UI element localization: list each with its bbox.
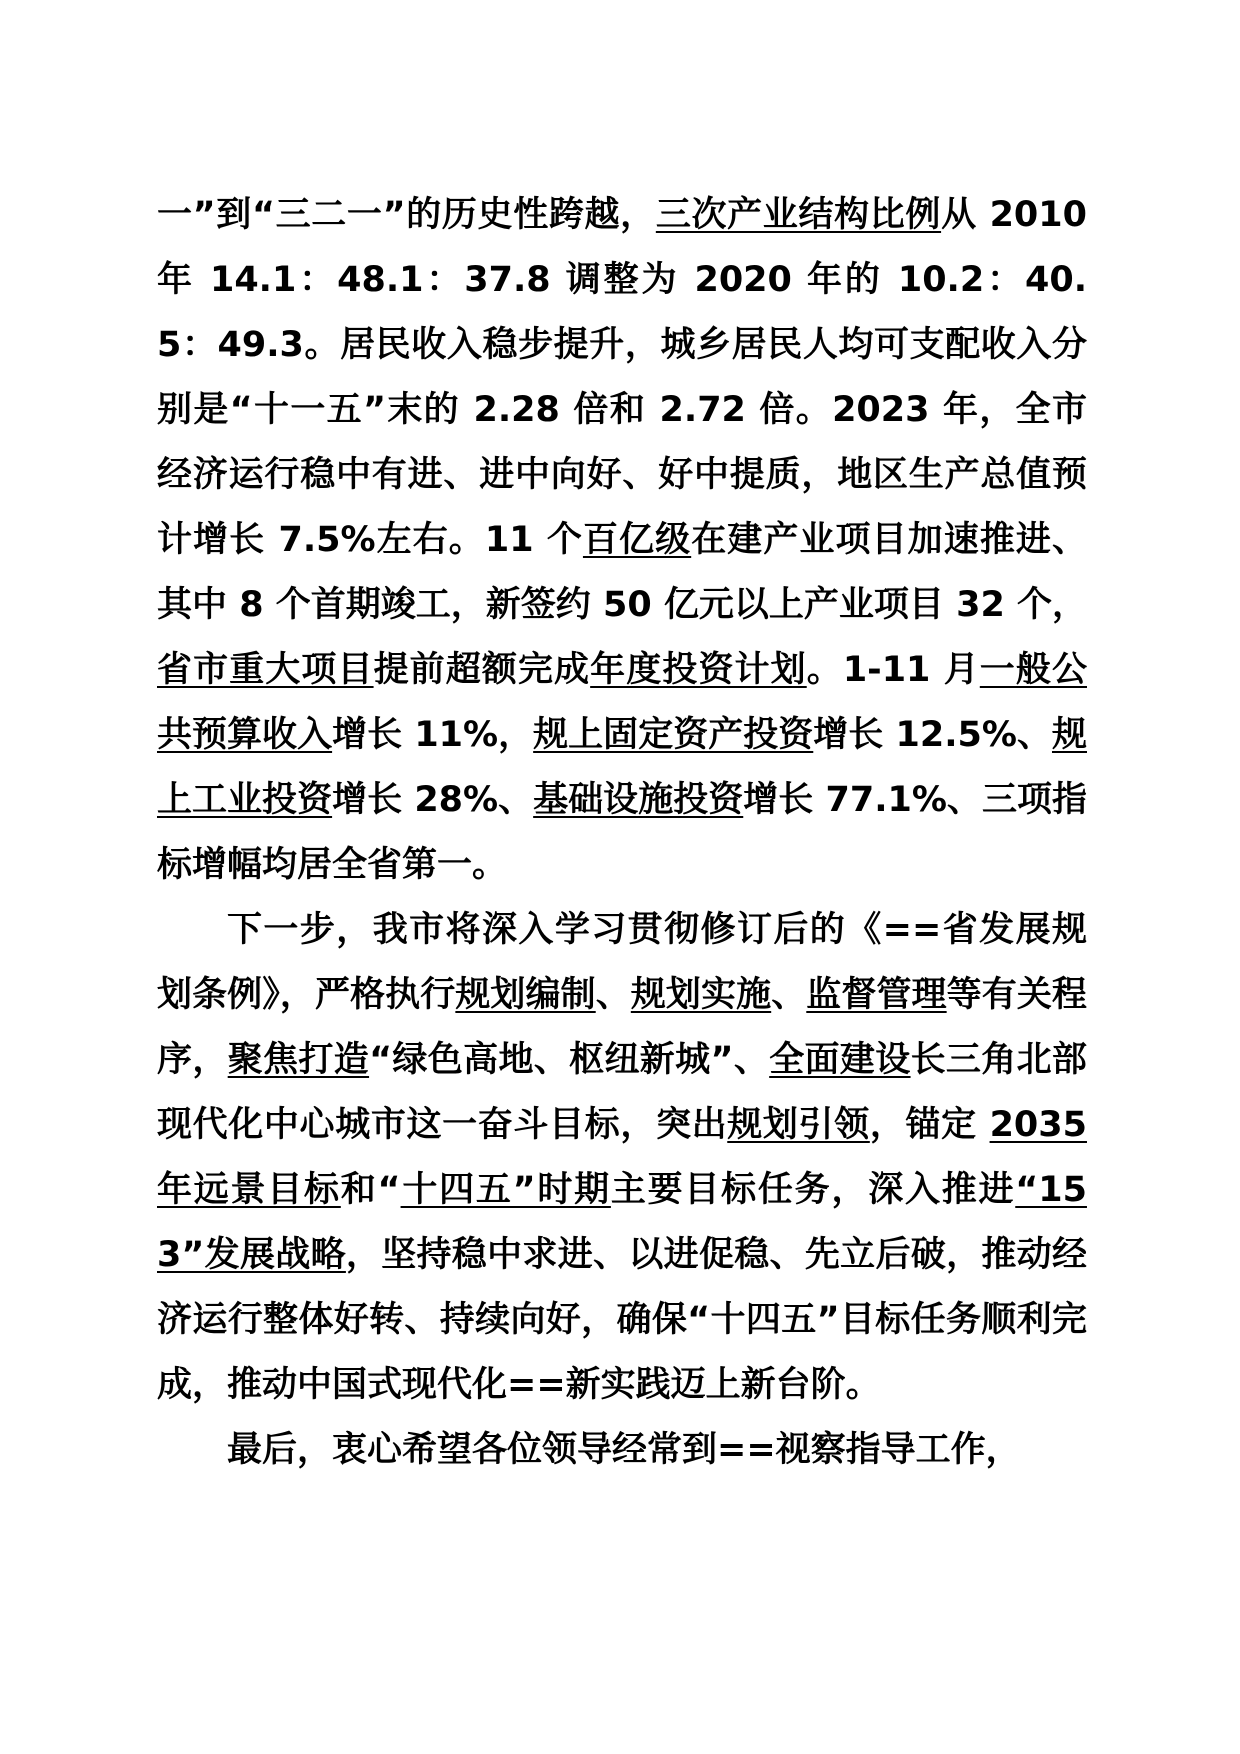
text-run: 最后，衷心希望各位领导经常到==视察指导工作，: [227, 1430, 1021, 1470]
body-paragraph: [157, 1418, 1087, 1483]
underlined-phrase: 百亿级: [582, 520, 692, 560]
text-run: 一”到“三二一”的历史性跨越，: [157, 195, 656, 235]
underlined-phrase: 十四五”时期: [400, 1170, 611, 1210]
underlined-phrase: 三次产业结构比例: [655, 195, 942, 235]
underlined-phrase: 聚焦打造: [227, 1040, 370, 1080]
underlined-phrase: 规划编制: [455, 975, 596, 1015]
text-run: “绿色高地、枢纽新城”、: [369, 1040, 770, 1080]
underlined-phrase: 规划引领: [727, 1105, 870, 1145]
body-paragraph: [157, 183, 1087, 898]
underlined-phrase: 规划实施: [630, 975, 772, 1015]
text-run: 。1-11 月: [806, 650, 980, 690]
underlined-phrase: 2035 年远景目标: [157, 1105, 1087, 1210]
text-run: ，坚持稳中求进、以进促稳、先立后破，推动经济运行整体好转、持续向好，确保“十四五”目标任务顺利完成，推动中国式现代化==新实践迈上新台阶。: [157, 1235, 1087, 1405]
underlined-phrase: 规上工业投资: [157, 715, 1087, 820]
text-run: 从 2010 年 14.1：48.1：37.8 调整为 2020 年的 10.2：40.5：49.3。居民收入稳步提升，城乡居民人均可支配收入分别是“十一五”末的 2.28 倍和 2.72 倍。2023 年，全市经济运行稳中有进、进中向好、好中提质，地区生产总值预计增长 7.5%左右。11 个: [157, 195, 1087, 560]
text-run: 在建产业项目加速推进、其中 8 个首期竣工，新签约 50 亿元以上产业项目 32 个，: [157, 520, 1087, 625]
text-run: 增长 77.1%、三项指标增幅均居全省第一。: [157, 780, 1087, 885]
text-run: 等有关程序，: [157, 975, 1087, 1080]
text-run: 和“: [340, 1170, 401, 1210]
text-run: 增长 12.5%、: [813, 715, 1052, 755]
document-page: [157, 183, 1087, 1483]
text-run: 增长 11%，: [332, 715, 534, 755]
underlined-phrase: 一般公共预算收入: [157, 650, 1087, 755]
underlined-phrase: 规上固定资产投资: [533, 715, 814, 755]
underlined-phrase: 基础设施投资: [533, 780, 744, 820]
text-run: 增长 28%、: [332, 780, 534, 820]
text-run: 长三角北部现代化中心城市这一奋斗目标，突出: [157, 1040, 1087, 1145]
text-run: ，锚定: [869, 1105, 990, 1145]
underlined-phrase: 年度投资计划: [590, 650, 807, 690]
text-run: 下一步，我市将深入学习贯彻修订后的《==省发展规划条例》，严格执行: [157, 910, 1087, 1015]
text-run: 、: [595, 975, 631, 1015]
underlined-phrase: 省市重大项目: [157, 650, 374, 690]
text-run: 、: [771, 975, 807, 1015]
underlined-phrase: 监督管理: [806, 975, 947, 1015]
text-run: 主要目标任务，深入推进: [610, 1170, 1016, 1210]
text-run: 提前超额完成: [373, 650, 591, 690]
body-paragraph: [157, 898, 1087, 1418]
underlined-phrase: “153”发展战略: [157, 1170, 1087, 1275]
underlined-phrase: 全面建设: [769, 1040, 911, 1080]
